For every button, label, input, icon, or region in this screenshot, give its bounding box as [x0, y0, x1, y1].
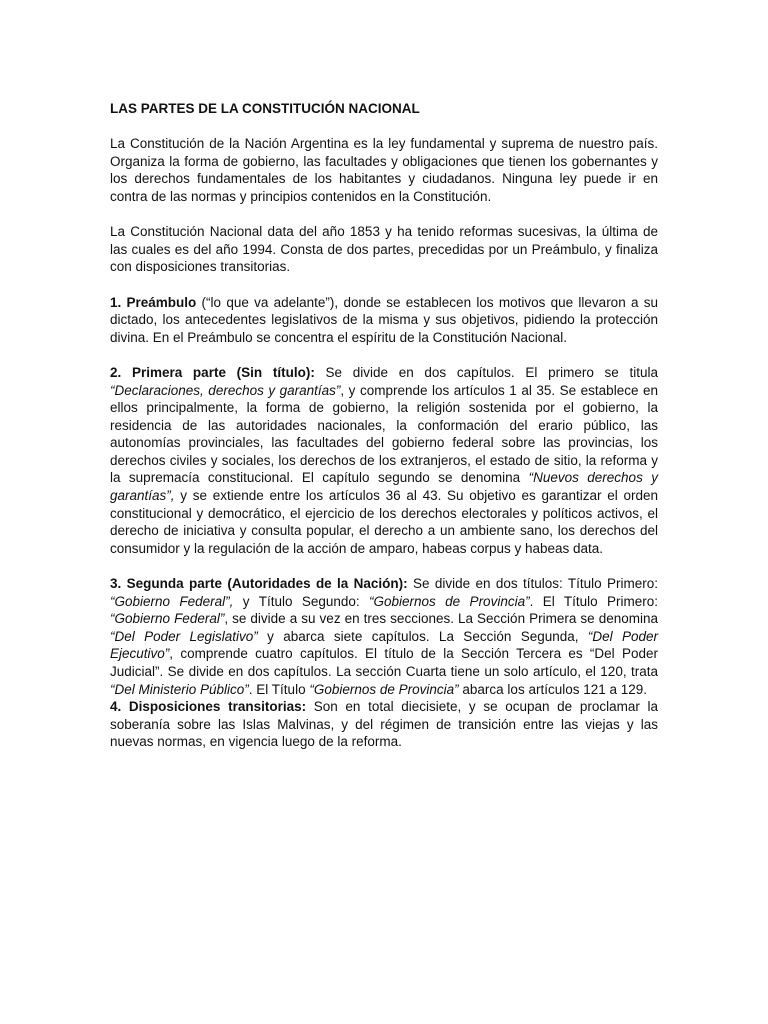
segunda-parte-paragraph: [110, 575, 658, 698]
ministerio-publico-title: “Del Ministerio Público”: [110, 681, 249, 697]
disposiciones-transitorias-text: Son en total diecisiete, y se ocupan de proclamar la soberanía sobre las Islas Malvinas, y del régimen de transición entre las viejas y las nuevas normas, en vigencia luego de la reforma.: [110, 699, 659, 750]
primera-parte-chapter-2-title: “Nuevos derechos y garantías”,: [110, 470, 658, 504]
segunda-parte-text: y Título Segundo:: [233, 593, 370, 609]
gobiernos-de-provincia-title: “Gobiernos de Provincia”: [309, 681, 459, 697]
primera-parte-text: y se extiende entre los artículos 36 al 43. Su objetivo es garantizar el orden constitucional y democrático, el ejercicio de los derechos electorales y políticos activos, el derecho de iniciativa y consulta popular, el derecho a un ambiente sano, los derechos del consumidor y la regulación de la acción de amparo, habeas corpus y habeas data.: [110, 488, 658, 556]
segunda-parte-text: y abarca siete capítulos. La Sección Segunda,: [257, 628, 588, 644]
primera-parte-text: , y comprende los artículos 1 al 35. Se establece en ellos principalmente, la forma de gobierno, la religión sostenida por el gobierno, la residencia de las autoridades nacionales, la conformación del erario público, las autonomías provinciales, las facultades del gobierno federal sobre las provincias, los derechos civiles y sociales, los derechos de los extranjeros, el estado de sitio, la reforma y la supremacía constitucional. El capítulo segundo se denomina: [110, 382, 658, 486]
intro-paragraph-1: La Constitución de la Nación Argentina es la ley fundamental y suprema de nuestro país. Organiza la forma de gobierno, las facultades y obligaciones que tienen los gobernantes y los derechos fundamentales de los habitantes y ciudadanos. Ninguna ley puede ir en contra de las normas y principios contenidos en la Constitución.: [110, 136, 658, 204]
intro-paragraph-2: La Constitución Nacional data del año 1853 y ha tenido reformas sucesivas, la última de las cuales es del año 1994. Consta de dos partes, precedidas por un Preámbulo, y finaliza con disposiciones transitorias.: [110, 224, 658, 275]
poder-legislativo-title: “Del Poder Legislativo”: [110, 628, 258, 644]
preambulo-paragraph: [110, 294, 658, 347]
disposiciones-transitorias-heading: 4. Disposiciones transitorias:: [110, 699, 307, 715]
primera-parte-paragraph: [110, 364, 658, 558]
primera-parte-chapter-1-title: “Declaraciones, derechos y garantías”: [110, 382, 341, 398]
document-title: LAS PARTES DE LA CONSTITUCIÓN NACIONAL: [110, 101, 420, 116]
gobierno-federal-title: “Gobierno Federal”: [110, 611, 225, 627]
gobierno-federal-title: “Gobierno Federal”,: [110, 593, 234, 609]
segunda-parte-text: . El Título Primero:: [529, 593, 658, 609]
segunda-parte-text: , se divide a su vez en tres secciones. La Sección Primera se denomina: [224, 611, 658, 627]
segunda-parte-text: abarca los artículos 121 a 129.: [458, 681, 648, 697]
preambulo-heading: 1. Preámbulo: [110, 294, 197, 310]
segunda-parte-text: Se divide en dos títulos: Título Primero:: [407, 576, 658, 592]
segunda-parte-text: . El Título: [248, 681, 310, 697]
segunda-parte-heading: 3. Segunda parte (Autoridades de la Nación):: [110, 576, 408, 592]
document-page: [110, 100, 658, 769]
primera-parte-heading: 2. Primera parte (Sin título):: [110, 364, 315, 380]
disposiciones-transitorias-paragraph: [110, 698, 658, 751]
gobiernos-de-provincia-title: “Gobiernos de Provincia”: [369, 593, 530, 609]
primera-parte-text: Se divide en dos capítulos. El primero se titula: [314, 364, 658, 380]
segunda-parte-text: , comprende cuatro capítulos. El título de la Sección Tercera es “Del Poder Judicial”. Se divide en dos capítulos. La sección Cuarta tiene un solo artículo, el 120, trata: [110, 646, 658, 679]
poder-ejecutivo-title: “Del Poder Ejecutivo”: [110, 628, 659, 662]
preambulo-text: (“lo que va adelante”), donde se establecen los motivos que llevaron a su dictado, los antecedentes legislativos de la misma y sus objetivos, pidiendo la protección divina. En el Preámbulo se concentra el espíritu de la Constitución Nacional.: [110, 294, 658, 345]
